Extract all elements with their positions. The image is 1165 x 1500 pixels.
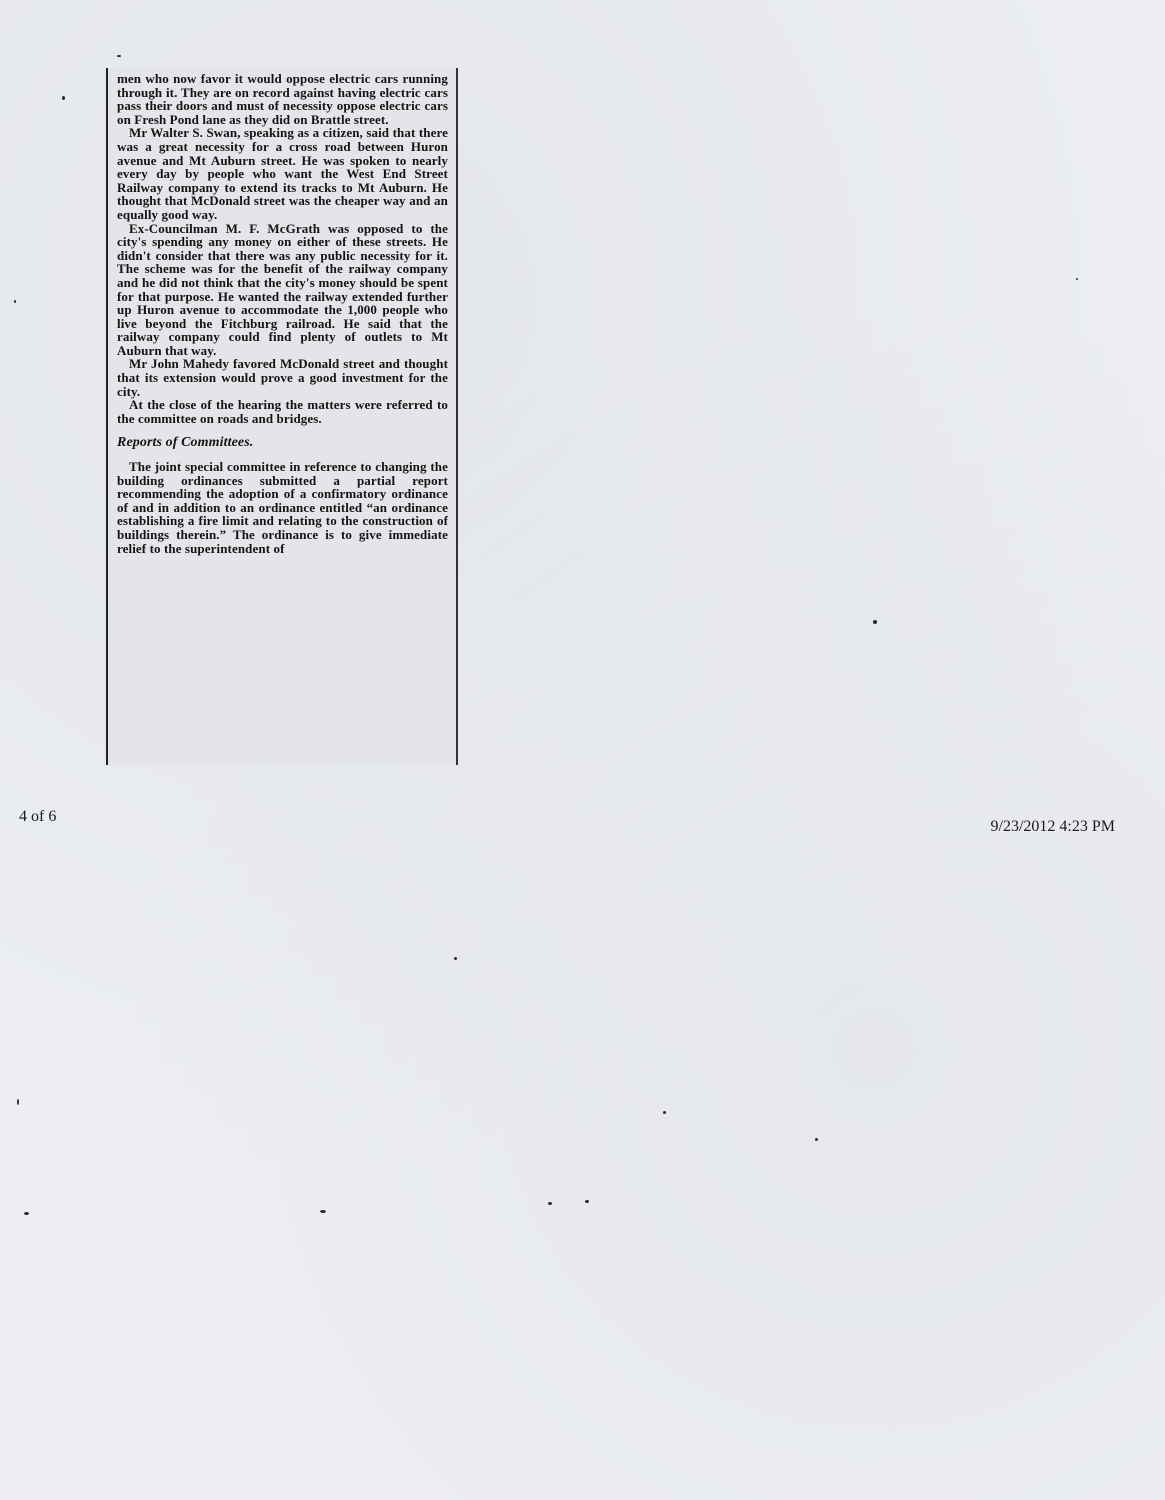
scan-speck (17, 1099, 19, 1105)
scan-speck (320, 1210, 326, 1213)
scan-speck (663, 1111, 666, 1114)
print-timestamp: 9/23/2012 4:23 PM (990, 818, 1115, 835)
scan-speck (585, 1200, 589, 1203)
scan-speck (24, 1212, 29, 1215)
article-paragraph: Ex-Councilman M. F. McGrath was opposed to the city's spending any money on either of these streets. He didn't consider that there was any public necessity for it. The scheme was for the benefit of the railway company and he did not think that the city's money should be spent for that purpose. He wanted the railway extended further up Huron avenue to accommodate the 1,000 people who live beyond the Fitchburg railroad. He said that the railway company could find plenty of outlets to Mt Auburn that way. (117, 220, 448, 358)
article-paragraph: At the close of the hearing the matters were referred to the committee on roads and bridges. (117, 397, 448, 426)
scan-speck (1076, 278, 1078, 280)
scan-speck (117, 55, 121, 57)
article-paragraph: Mr Walter S. Swan, speaking as a citizen, said that there was a great necessity for a cross road between Huron avenue and Mt Auburn street. He was spoken to nearly every day by people who want the West End Street Railway company to extend its tracks to Mt Auburn. He thought that McDonald street was the cheaper way and an equally good way. (117, 125, 448, 222)
scan-speck (454, 957, 457, 960)
newspaper-clipping (106, 68, 458, 765)
section-heading: Reports of Committees. (117, 435, 254, 451)
scan-speck (873, 620, 877, 624)
scan-speck (548, 1202, 552, 1205)
scan-speck (14, 300, 16, 303)
scan-speck (815, 1138, 818, 1141)
article-paragraph: Mr John Mahedy favored McDonald street and thought that its extension would prove a good investment for the city. (117, 356, 448, 399)
page-counter: 4 of 6 (19, 808, 57, 825)
scan-speck (62, 96, 65, 100)
article-paragraph: The joint special committee in reference to changing the building ordinances submitted a partial report recommending the adoption of a confirmatory ordinance of and in addition to an ordinance entitled “an ordinance establishing a fire limit and relating to the construction of buildings therein.” The ordinance is to give immediate relief to the superintendent of (117, 459, 448, 556)
article-paragraph: men who now favor it would oppose electric cars running through it. They are on record against having electric cars pass their doors and must of necessity oppose electric cars on Fresh Pond lane as they did on Brattle street. (117, 71, 448, 127)
